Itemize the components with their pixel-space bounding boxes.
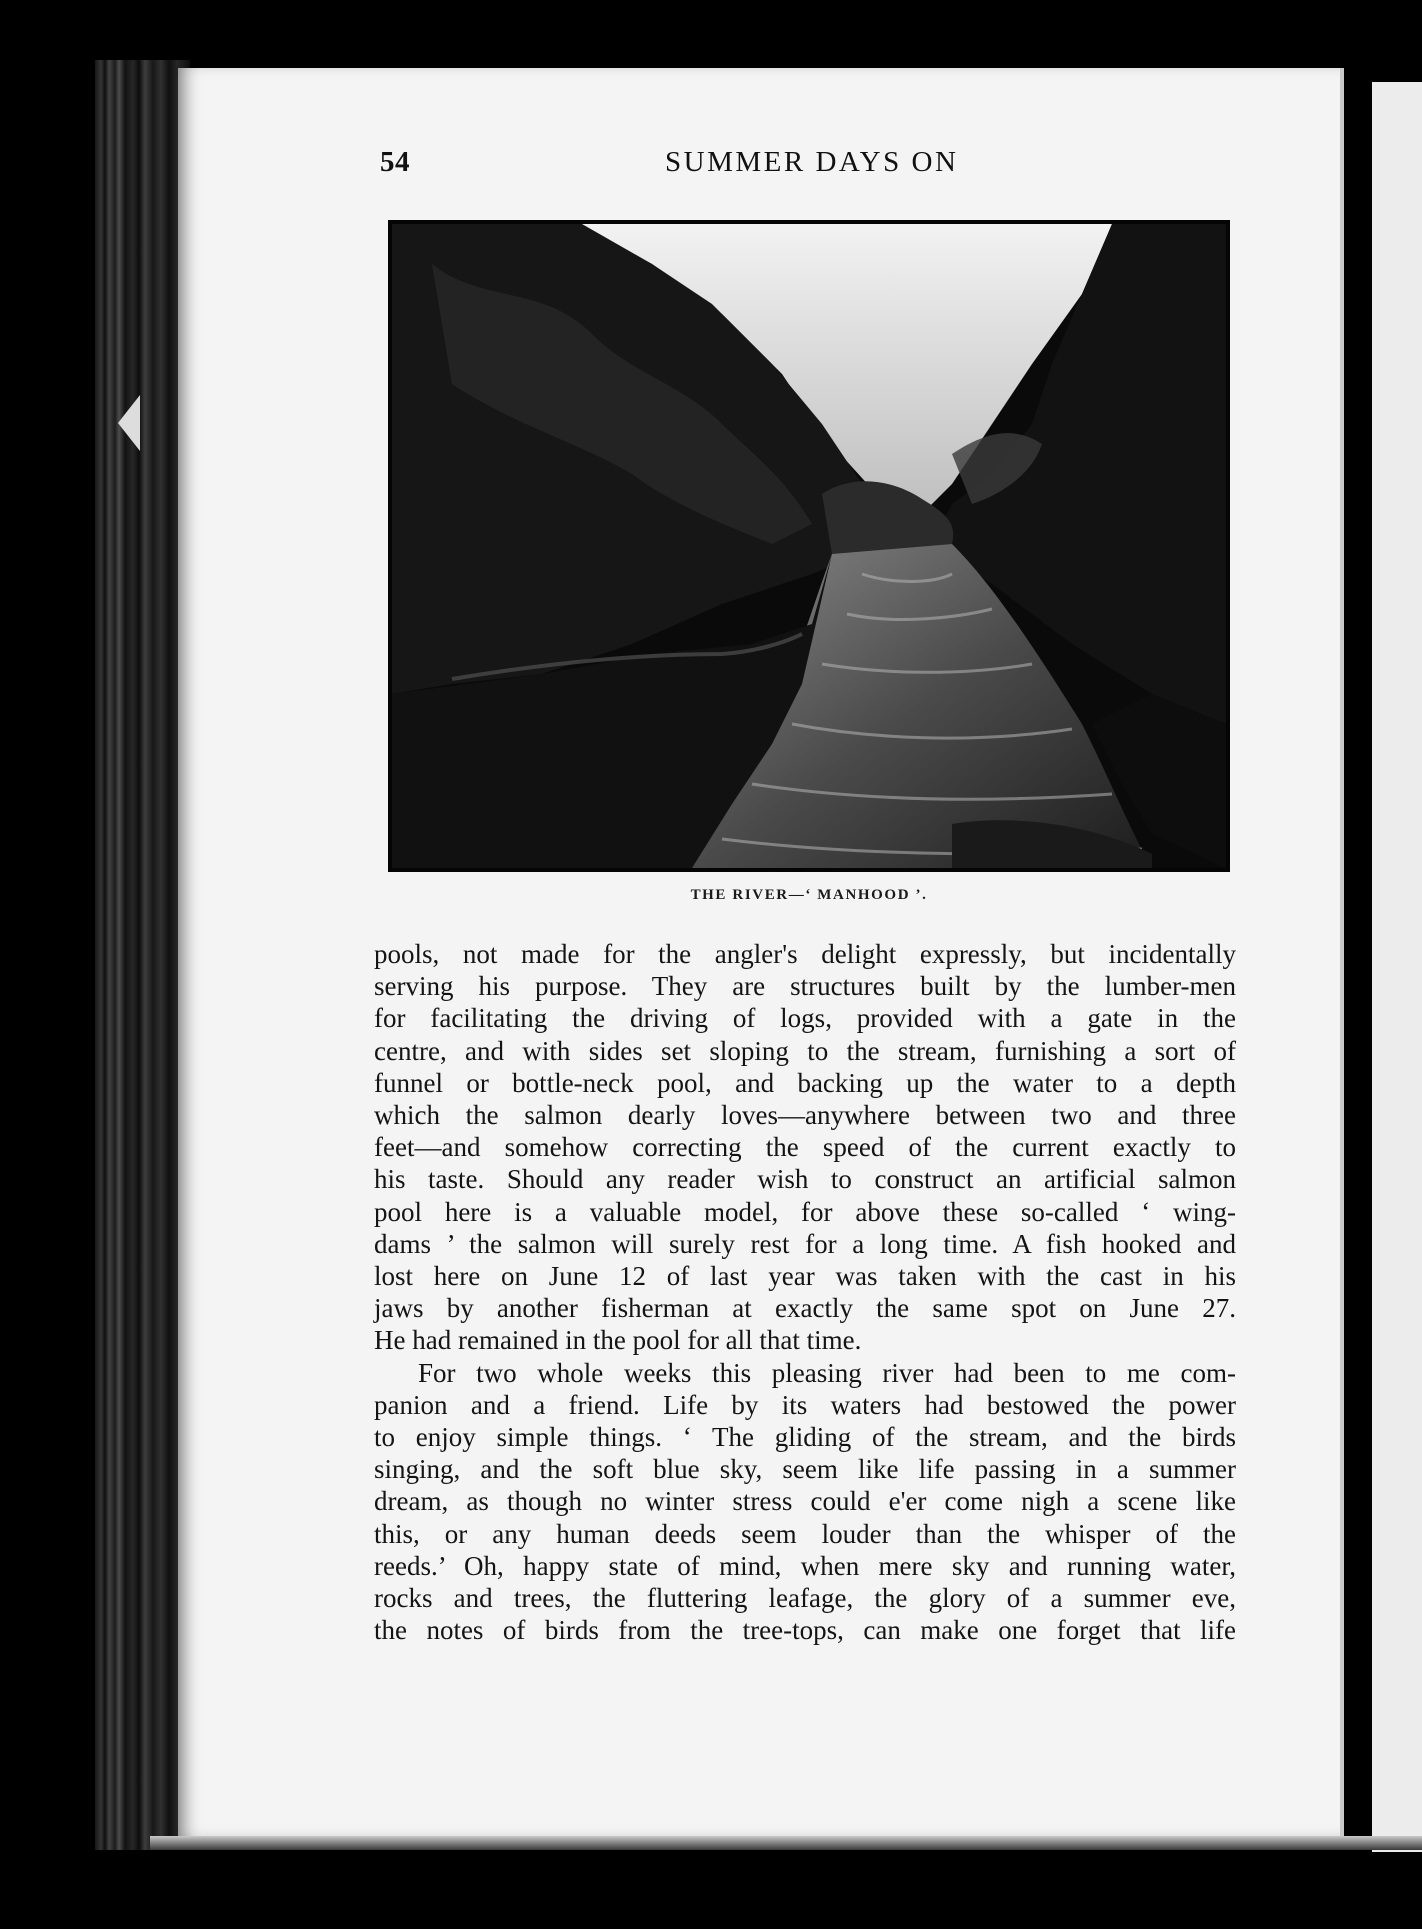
text-line: jaws by another fisherman at exactly the same spot on June 27. — [374, 1293, 1236, 1324]
text-line: For two whole weeks this pleasing river had been to me com- — [418, 1357, 1236, 1388]
text-line: singing, and the soft blue sky, seem like life passing in a summer — [374, 1454, 1236, 1485]
text-line: serving his purpose. They are structures built by the lumber-men — [374, 971, 1236, 1002]
body-text — [374, 938, 1236, 1646]
right-page-edge — [1372, 82, 1422, 1852]
running-head-title: SUMMER DAYS ON — [665, 146, 959, 178]
text-line: this, or any human deeds seem louder than the whisper of the — [374, 1518, 1236, 1549]
text-line: the notes of birds from the tree-tops, can make one forget that life — [374, 1615, 1236, 1646]
river-photo-image — [392, 224, 1226, 868]
text-line: dream, as though no winter stress could e'er come nigh a scene like — [374, 1486, 1236, 1517]
text-line: funnel or bottle-neck pool, and backing up the water to a depth — [374, 1067, 1236, 1098]
page-bottom-edge — [150, 1836, 1422, 1850]
text-line: which the salmon dearly loves—anywhere between two and three — [374, 1100, 1236, 1131]
text-line: pools, not made for the angler's delight expressly, but incidentally — [374, 939, 1236, 969]
spine-marker — [118, 395, 140, 451]
text-line: centre, and with sides set sloping to the stream, furnishing a sort of — [374, 1035, 1236, 1066]
figure-caption: THE RIVER—‘ MANHOOD ’. — [690, 887, 928, 903]
text-line: reeds.’ Oh, happy state of mind, when mere sky and running water, — [374, 1550, 1236, 1581]
text-line: feet—and somehow correcting the speed of the current exactly to — [374, 1132, 1236, 1163]
text-line: for facilitating the driving of logs, provided with a gate in the — [374, 1003, 1236, 1034]
text-line: lost here on June 12 of last year was taken with the cast in his — [374, 1261, 1236, 1292]
text-line: panion and a friend. Life by its waters had bestowed the power — [374, 1389, 1236, 1420]
text-line: to enjoy simple things. ‘ The gliding of the stream, and the birds — [374, 1422, 1236, 1453]
text-line: dams ’ the salmon will surely rest for a long time. A fish hooked and — [374, 1228, 1236, 1259]
page-number: 54 — [380, 146, 410, 178]
river-photograph — [388, 220, 1230, 872]
book-spine — [95, 60, 190, 1850]
running-head — [380, 146, 1240, 186]
text-line: rocks and trees, the fluttering leafage, the glory of a summer eve, — [374, 1583, 1236, 1614]
text-line: his taste. Should any reader wish to construct an artificial salmon — [374, 1164, 1236, 1195]
text-line: He had remained in the pool for all that time. — [374, 1325, 862, 1356]
text-line: pool here is a valuable model, for above these so-called ‘ wing- — [374, 1196, 1236, 1227]
